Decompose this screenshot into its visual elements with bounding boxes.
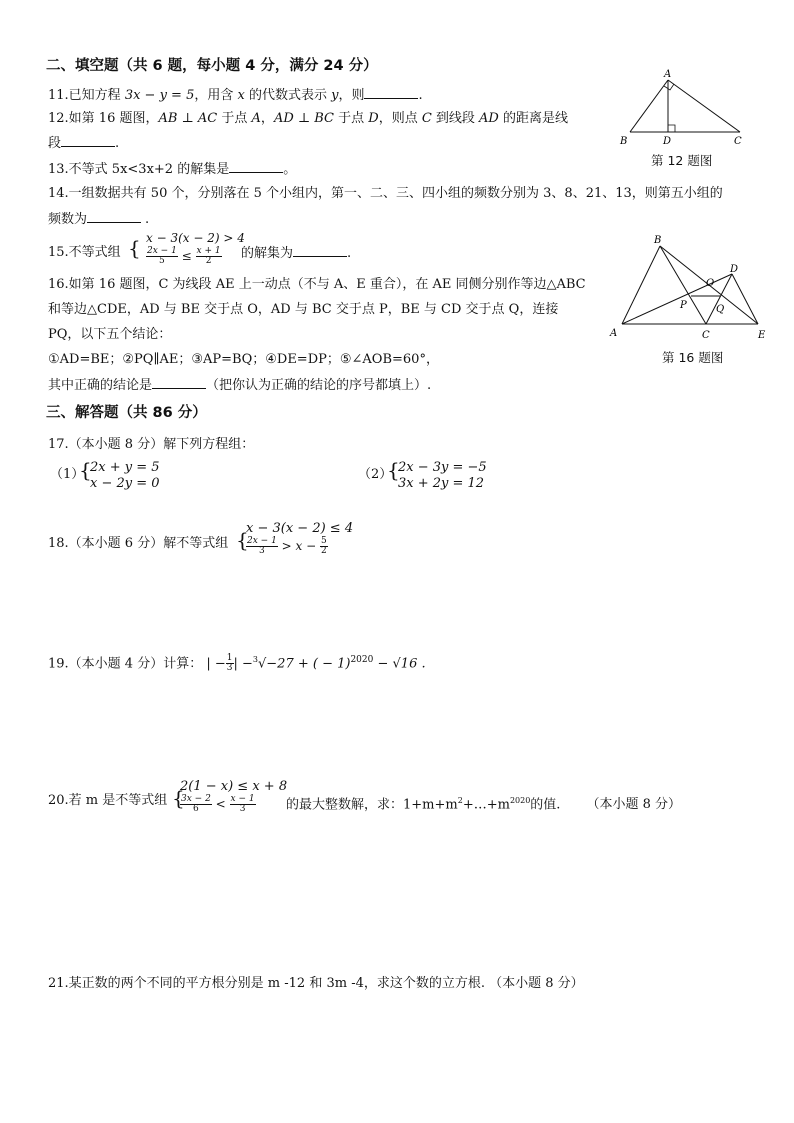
q11-prefix: 11.已知方程 [48,88,125,103]
q19-fraction [226,654,234,673]
q20-fraction-2 [230,795,256,814]
q15-system [146,232,245,266]
q18-row-1: x − 3(x − 2) ≤ 4 [246,521,354,536]
q17-part-1-brace: { [79,458,92,482]
q14-answer-blank[interactable] [87,210,141,223]
q17-p1-row-2: x − 2y = 0 [90,476,160,491]
q20-row-1: 2(1 − x) ≤ x + 8 [180,779,288,794]
fig12-label-d: D [663,136,672,147]
q20-op: < [215,797,226,811]
q20-row-2 [180,795,287,814]
q18-op: > x − [281,539,317,553]
q15-suffix: 的解集为 [241,246,294,261]
fig12-right-angle-d [668,125,675,132]
q19-exponent: 2020 [350,655,374,665]
q17-part-1-label: （1） [50,467,85,482]
q12-perp2: AD ⊥ BC [273,111,334,126]
q16-answer-blank[interactable] [152,376,206,389]
q15-f1-num: 2x − 1 [147,246,177,256]
q13-text: 13.不等式 5x<3x+2 的解集是 [48,162,230,177]
question-16-line-2: 和等边△CDE，AD 与 BE 交于点 O，AD 与 BC 交于点 P，BE 与 CD 交于点 Q，连接 [48,302,559,317]
q11-equation: 3x − y = 5 [124,88,195,103]
q12-c: ， [260,111,274,126]
question-16-line-5 [48,376,431,395]
q12-tail: . [115,136,120,151]
q19-title: 19.（本小题 4 分）计算： [48,656,203,672]
q17-part-2-label: （2） [358,467,393,482]
q20-suffix2: +…+m [462,797,510,813]
q18-fraction-1 [246,537,278,556]
question-18-title: 18.（本小题 6 分）解不等式组 [48,536,229,551]
q14-line2: 频数为 [48,212,88,227]
fig12-segment-ab [630,80,668,132]
q15-tail: . [347,246,352,261]
q18-brace: { [236,528,249,552]
figure-12-diagram [618,68,748,150]
q20-f1-den: 6 [193,804,199,814]
section-3-heading: 三、解答题（共 86 分） [46,405,207,421]
q15-f2-den: 2 [205,256,212,266]
question-17-title: 17.（本小题 8 分）解下列方程组： [48,437,255,452]
q14-tail: . [145,212,150,227]
q15-fraction-1 [146,247,178,266]
q13-tail: 。 [283,162,297,177]
q19-f-num: 1 [226,653,233,664]
q20-sup-1: 2 [457,796,463,805]
question-13 [48,160,296,179]
q12-e: ，则点 [378,111,422,126]
q15-brace: { [128,236,141,260]
q12-d: 于点 [333,111,369,126]
fig16-label-c: C [702,330,710,341]
q18-f1-num: 2x − 1 [247,536,277,546]
q12-b: 于点 [217,111,252,126]
q17-p2-row-2: 3x + 2y = 12 [398,476,485,491]
fig16-label-q: Q [716,304,725,315]
q17-part-2-brace: { [387,458,400,482]
figure-12-caption: 第 12 题图 [651,153,713,168]
question-12-line-1 [48,110,568,128]
fig12-label-b: B [620,136,628,147]
q15-row-2 [146,247,245,266]
question-14-line-1: 14.一组数据共有 50 个，分别落在 5 个小组内，第一、二、三、四小组的频数分别为 3、8、21、13，则第五小组的 [48,186,723,201]
section-2-heading: 二、填空题（共 6 题，每小题 4 分，满分 24 分） [46,58,378,74]
q20-f2-num: x − 1 [230,794,255,804]
q19-f-den: 3 [226,663,233,674]
question-11 [48,86,423,105]
q18-row-2 [246,537,353,556]
q11-var-y: y [331,88,339,103]
question-16-line-1: 16.如第 16 题图，C 为线段 AE 上一动点（不与 A、E 重合），在 AE 同侧分别作等边△ABC [48,277,586,292]
q16-line5b: （把你认为正确的结论的序号都填上）. [206,378,432,393]
q20-fraction-1 [180,795,212,814]
q12-perp1: AB ⊥ AC [158,111,218,126]
q12-point-a: A [251,111,261,126]
q18-f2-den: 2 [320,546,327,556]
fig16-label-a: A [610,328,618,339]
q15-f2-num: x + 1 [196,246,221,256]
q15-f1-den: 5 [159,256,165,266]
q19-root-index: 3 [252,655,258,664]
question-16-line-4: ①AD=BE；②PQ∥AE；③AP=BQ；④DE=DP；⑤∠AOB=60°， [48,352,439,367]
q12-segment-ad: AD [479,111,499,126]
question-15-prefix: 15.不等式组 [48,245,121,260]
q12-g: 的距离是线 [498,111,568,126]
fig12-label-c: C [734,136,742,147]
q18-fraction-2 [320,537,328,556]
q20-f1-num: 3x − 2 [181,794,211,804]
q12-f: 到线段 [431,111,480,126]
fig12-label-a: A [664,69,672,80]
q18-f2-num: 5 [320,536,327,546]
q12-a: 12.如第 16 题图， [48,111,159,126]
q20-f2-den: 3 [239,804,246,814]
q12-point-d: D [368,111,379,126]
q12-answer-blank[interactable] [61,134,115,147]
q17-p1-row-1: 2x + y = 5 [90,460,160,475]
question-19 [48,651,426,673]
fig12-segment-ac [668,80,740,132]
fig16-segment-ab [622,246,660,324]
figure-16-caption: 第 16 题图 [662,350,724,365]
fig16-segment-de [732,274,758,324]
q20-sup-2: 2020 [509,796,531,805]
question-15-suffix [241,244,351,263]
fig16-segment-bc [660,246,706,324]
q20-system [180,780,287,814]
question-20-prefix: 20.若 m 是不等式组 [48,793,168,808]
fig12-right-angle-a [664,84,674,90]
fig16-label-e: E [758,330,766,341]
q11-tail: . [418,88,423,103]
fig16-label-p: P [680,300,687,311]
q20-suffix: 的最大整数解，求：1+m+m [286,797,458,813]
q11-mid: ，用含 [194,88,238,103]
q19-expr-d: − √16 . [373,656,426,672]
fig16-segment-ad [622,274,732,324]
fig16-label-b: B [654,235,662,246]
q19-expr-a: | − [206,656,226,672]
q15-answer-blank[interactable] [293,244,347,257]
question-16-line-3: PQ，以下五个结论： [48,327,172,342]
q18-system [246,522,353,556]
q15-row-1: x − 3(x − 2) > 4 [146,231,245,245]
q12-line2: 段 [48,136,62,151]
q15-fraction-2 [196,247,222,266]
q13-answer-blank[interactable] [229,160,283,173]
q18-f1-den: 3 [259,546,265,556]
q20-brace: { [172,786,185,810]
q19-expr-c: √−27 + ( − 1) [258,656,351,672]
q17-part-2-system [398,460,487,492]
fig16-label-d: D [730,264,739,275]
q11-rest: 的代数式表示 [244,88,332,103]
q11-answer-blank[interactable] [364,86,418,99]
q11-end: ，则 [338,88,365,103]
question-21: 21.某正数的两个不同的平方根分别是 m -12 和 3m -4，求这个数的立方根. （本小题 8 分） [48,976,584,991]
q17-p2-row-1: 2x − 3y = −5 [398,460,487,475]
q17-part-1-system [90,460,160,492]
figure-16-diagram [608,232,768,344]
question-12-line-2 [48,134,119,153]
q19-expr-b: | − [233,656,253,672]
q15-op: ≤ [181,249,192,263]
question-14-line-2 [48,210,149,229]
q11-var-x: x [237,88,245,103]
fig16-label-o: O [706,278,715,289]
q12-point-c: C [421,111,432,126]
question-20-suffix [286,792,681,814]
q20-suffix3: 的值. [530,797,561,813]
q20-score: （本小题 8 分） [586,797,681,813]
q16-line5a: 其中正确的结论是 [48,378,153,393]
